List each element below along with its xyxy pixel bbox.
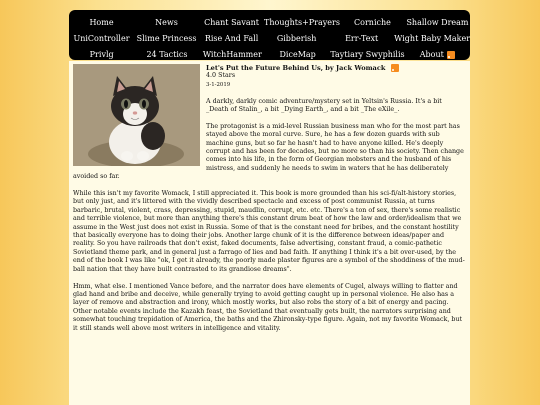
nav-link-24-tactics[interactable]: 24 Tactics <box>146 50 188 59</box>
post-content <box>69 61 470 405</box>
top-navigation <box>69 10 470 60</box>
post-paragraph: While this isn't my favorite Womack, I still appreciated it. This book is more grounded than his sci-fi/alt-history stories, but only just, and it's littered with the vividly described spectacle and excess of post communist Russia, at turns barbaric, brutal, violent, crass, depressing, stupid, maudlin, corrupt, etc. etc. There's a ton of sex, there's some realistic and terrible violence, but more than anything there's this constant drum beat of how the law and order/idealism that we assume in the West just does not exist in Russia. Some of that is the constant need for bribes, and the constant hostility that basically everyone has to doing their jobs. Another large chunk of it is the difference between ideas/paper and reality. So you have railroads that don't exist, faked documents, false advertising, constant fraud, a comic-pathetic Sovietland theme park, and in general just a farrago of lies and bad faith. If anything I think it's a bit over-used, by the end of the book I was like "ok, I get it already, the poorly made plaster figures are a symbol of the shoddiness of the mud-ball nation that they have built contrasted to its grandiose dreams". <box>73 190 465 273</box>
post-paragraph: Hmm, what else. I mentioned Vance before, and the narrator does have elements of Cugel, always willing to flatter and glad hand and bribe and deceive, while generally trying to avoid getting caught up in personal violence. He also has a layer of remove and abstraction and irony, which mostly works, but also robs the story of a bit of energy and pacing. Other notable events include the Kazakh feast, the Sovietland that eventually gets built, the narrators surprising and somewhat touching trepidation of America, the baths and the Zhironsky-type figure. Again, not my favorite Womack, but it still stands well above most writers in intelligence and vitality. <box>73 282 463 332</box>
rss-feed-icon[interactable] <box>391 64 399 72</box>
post-paragraph: The protagonist is a mid-level Russian business man who for the most part has stayed above the moral curve. Sure, he has a few dozen guards with sub machine guns, but so far he hasn't had to have anyone killed. He's deeply corrupt and has been for decades, but no more so than his society. Then change comes into his life, in the form of Georgian mobsters and the husband of his mistress, and suddenly he needs to swim in waters that he has deliberately avoided so far. <box>73 122 464 181</box>
post-title[interactable]: Let's Put the Future Behind Us, by Jack Womack <box>206 64 386 72</box>
nav-link-corniche[interactable]: Corniche <box>354 18 391 27</box>
nav-row-3 <box>69 47 470 62</box>
nav-link-about[interactable]: About <box>419 50 444 59</box>
nav-link-slime-princess[interactable]: Slime Princess <box>136 34 197 43</box>
nav-link-unicontroller[interactable]: UniController <box>73 34 130 43</box>
nav-row-1 <box>69 15 470 30</box>
post-rating: 4.0 Stars <box>206 72 236 80</box>
nav-link-witchhammer[interactable]: WitchHammer <box>202 50 262 59</box>
nav-link-home[interactable]: Home <box>89 18 114 27</box>
nav-about-group <box>405 47 470 62</box>
nav-link-thoughts-prayers[interactable]: Thoughts+Prayers <box>264 18 340 27</box>
nav-link-wight-baby-maker[interactable]: Wight Baby Maker <box>394 34 471 43</box>
rss-feed-icon[interactable] <box>447 51 455 59</box>
nav-row-2 <box>69 31 470 46</box>
nav-link-err-text[interactable]: Err-Text <box>345 34 379 43</box>
post-date: 3-1-2019 <box>206 81 231 88</box>
nav-link-rise-and-fall[interactable]: Rise And Fall <box>204 34 259 43</box>
nav-link-privlg[interactable]: Privlg <box>89 50 114 59</box>
nav-link-gibberish[interactable]: Gibberish <box>276 34 317 43</box>
nav-link-dicemap[interactable]: DiceMap <box>279 50 316 59</box>
nav-link-taytiary-swyphilis[interactable]: Taytiary Swyphilis <box>330 50 405 59</box>
kitten-photo <box>73 64 200 166</box>
nav-link-shallow-dream[interactable]: Shallow Dream <box>406 18 469 27</box>
post-paragraph: A darkly, darkly comic adventure/mystery set in Yeltsin's Russia. It's a bit _Death of Stalin_, a bit _Dying Earth_, and a bit _The eXile_. <box>206 97 442 114</box>
nav-link-chant-savant[interactable]: Chant Savant <box>204 18 259 27</box>
nav-link-news[interactable]: News <box>155 18 178 27</box>
